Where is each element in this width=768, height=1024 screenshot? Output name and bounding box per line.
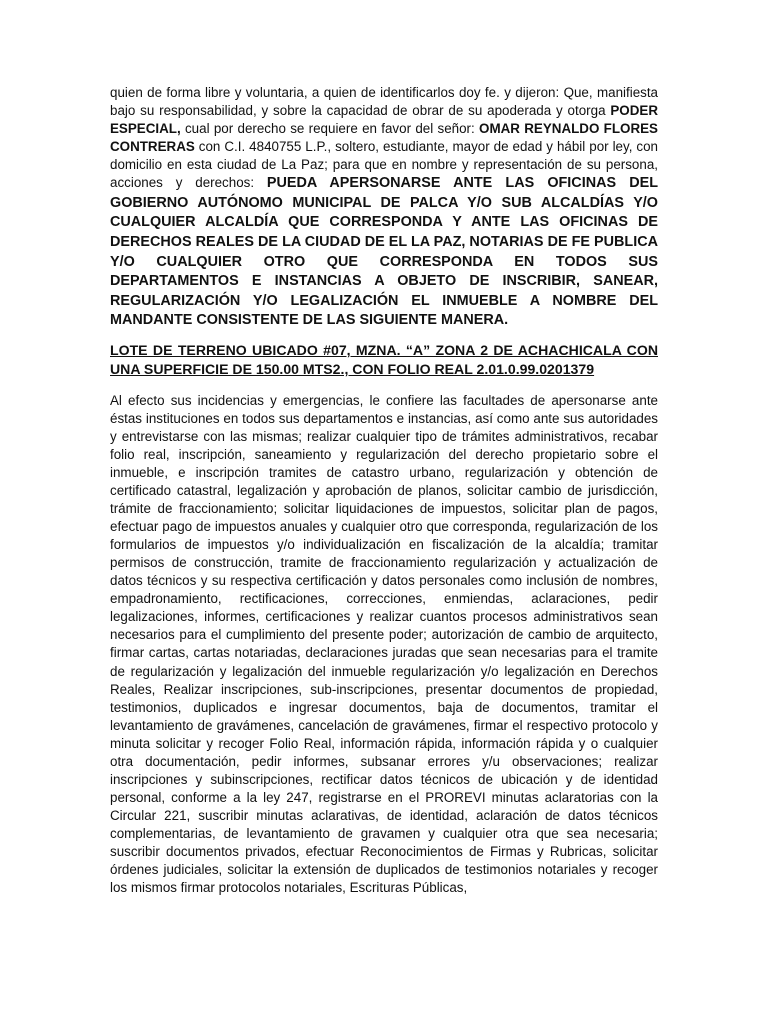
beneficiary-name: OMAR REYNALDO FLORES CONTRERAS bbox=[110, 121, 658, 155]
intro-text: quien de forma libre y voluntaria, a quien de identificarlos doy fe. y dijeron: Que, manifiesta bajo su responsabilidad, y sobre la capacidad de obrar de su apoderada y otorga bbox=[110, 85, 658, 119]
document-body bbox=[110, 84, 658, 897]
paragraph-facultades: Al efecto sus incidencias y emergencias, le confiere las facultades de apersonarse ante éstas instituciones en todos sus departamentos e instancias, así como ante sus autoridades y entrevistarse con las mismas; realizar cualquier tipo de trámites administrativos, recabar folio real, inscripción, saneamiento y regularización del derecho propietario sobre el inmueble, e inscripción tramites de catastro urbano, regularización y obtención de certificado catastral, legalización y aprobación de planos, solicitar cambio de jurisdicción, trámite de fraccionamiento; solicitar liquidaciones de impuestos, solicitar plan de pagos, efectuar pago de impuestos anuales y cualquier otro que corresponda, regularización de los formularios de impuestos y/o individualización en fiscalización de la alcaldía; tramitar permisos de construcción, tramite de fraccionamiento regularización y actualización de datos técnicos y su respectiva certificación y datos personales como inclusión de nombres, empadronamiento, rectificaciones, correcciones, enmiendas, aclaraciones, pedir legalizaciones, informes, certificaciones y realizar cuantos procesos administrativos sean necesarios para el cumplimiento del presente poder; autorización de cambio de arquitecto, firmar cartas, cartas notariadas, declaraciones juradas que sean necesarias para el tramite de regularización y legalización del inmueble regularización y/o legalización en Derechos Reales, Realizar inscripciones, sub-inscripciones, presentar documentos de propiedad, testimonios, duplicados e ingresar documentos, baja de documentos, tramitar el levantamiento de gravámenes, cancelación de gravámenes, firmar el respectivo protocolo y minuta solicitar y recoger Folio Real, información rápida, información rápida y o cualquier otra documentación, pedir informes, subsanar errores y/u observaciones; realizar inscripciones y subinscripciones, rectificar datos técnicos de ubicación y de identidad personal, conforme a la ley 247, registrarse en el PROREVI minutas aclaratorias con la Circular 221, suscribir minutas aclarativas, de identidad, aclaración de datos técnicos complementarias, de levantamiento de gravamen y cualquier otra que sea necesaria; suscribir documentos privados, efectuar Reconocimientos de Firmas y Rubricas, solicitar órdenes judiciales, solicitar la extensión de duplicados de testimonios notariales y recoger los mismos firmar protocolos notariales, Escrituras Públicas, bbox=[110, 392, 658, 896]
powers-caps-text: PUEDA APERSONARSE ANTE LAS OFICINAS DEL GOBIERNO AUTÓNOMO MUNICIPAL DE PALCA Y/O SUB ALCALDÍAS Y/O CUALQUIER ALCALDÍA QUE CORRESPONDA Y ANTE LAS OFICINAS DE DERECHOS REALES DE LA CIUDAD DE EL LA PAZ, NOTARIAS DE FE PUBLICA Y/O CUALQUIER OTRO QUE CORRESPONDA EN TODOS SUS DEPARTAMENTOS E INSTANCIAS A OBJETO DE INSCRIBIR, SANEAR, REGULARIZACIÓN Y/O LEGALIZACIÓN EL INMUEBLE A NOMBRE DEL MANDANTE CONSISTENTE DE LAS SIGUIENTE MANERA. bbox=[110, 175, 658, 329]
request-text: cual por derecho se requiere en favor del señor: bbox=[180, 121, 480, 137]
beneficiary-details: con C.I. 4840755 L.P., soltero, estudiante, mayor de edad y hábil por ley, con domicilio en esta ciudad de La Paz; para que en nombre y representación de su persona, acciones y derechos: bbox=[110, 139, 658, 191]
lote-description: LOTE DE TERRENO UBICADO #07, MZNA. “A” ZONA 2 DE ACHACHICALA CON UNA SUPERFICIE DE 150.00 MTS2., CON FOLIO REAL 2.01.0.99.0201379 bbox=[110, 341, 658, 378]
paragraph-poder bbox=[110, 84, 658, 331]
poder-especial-label: PODER ESPECIAL, bbox=[110, 103, 658, 137]
